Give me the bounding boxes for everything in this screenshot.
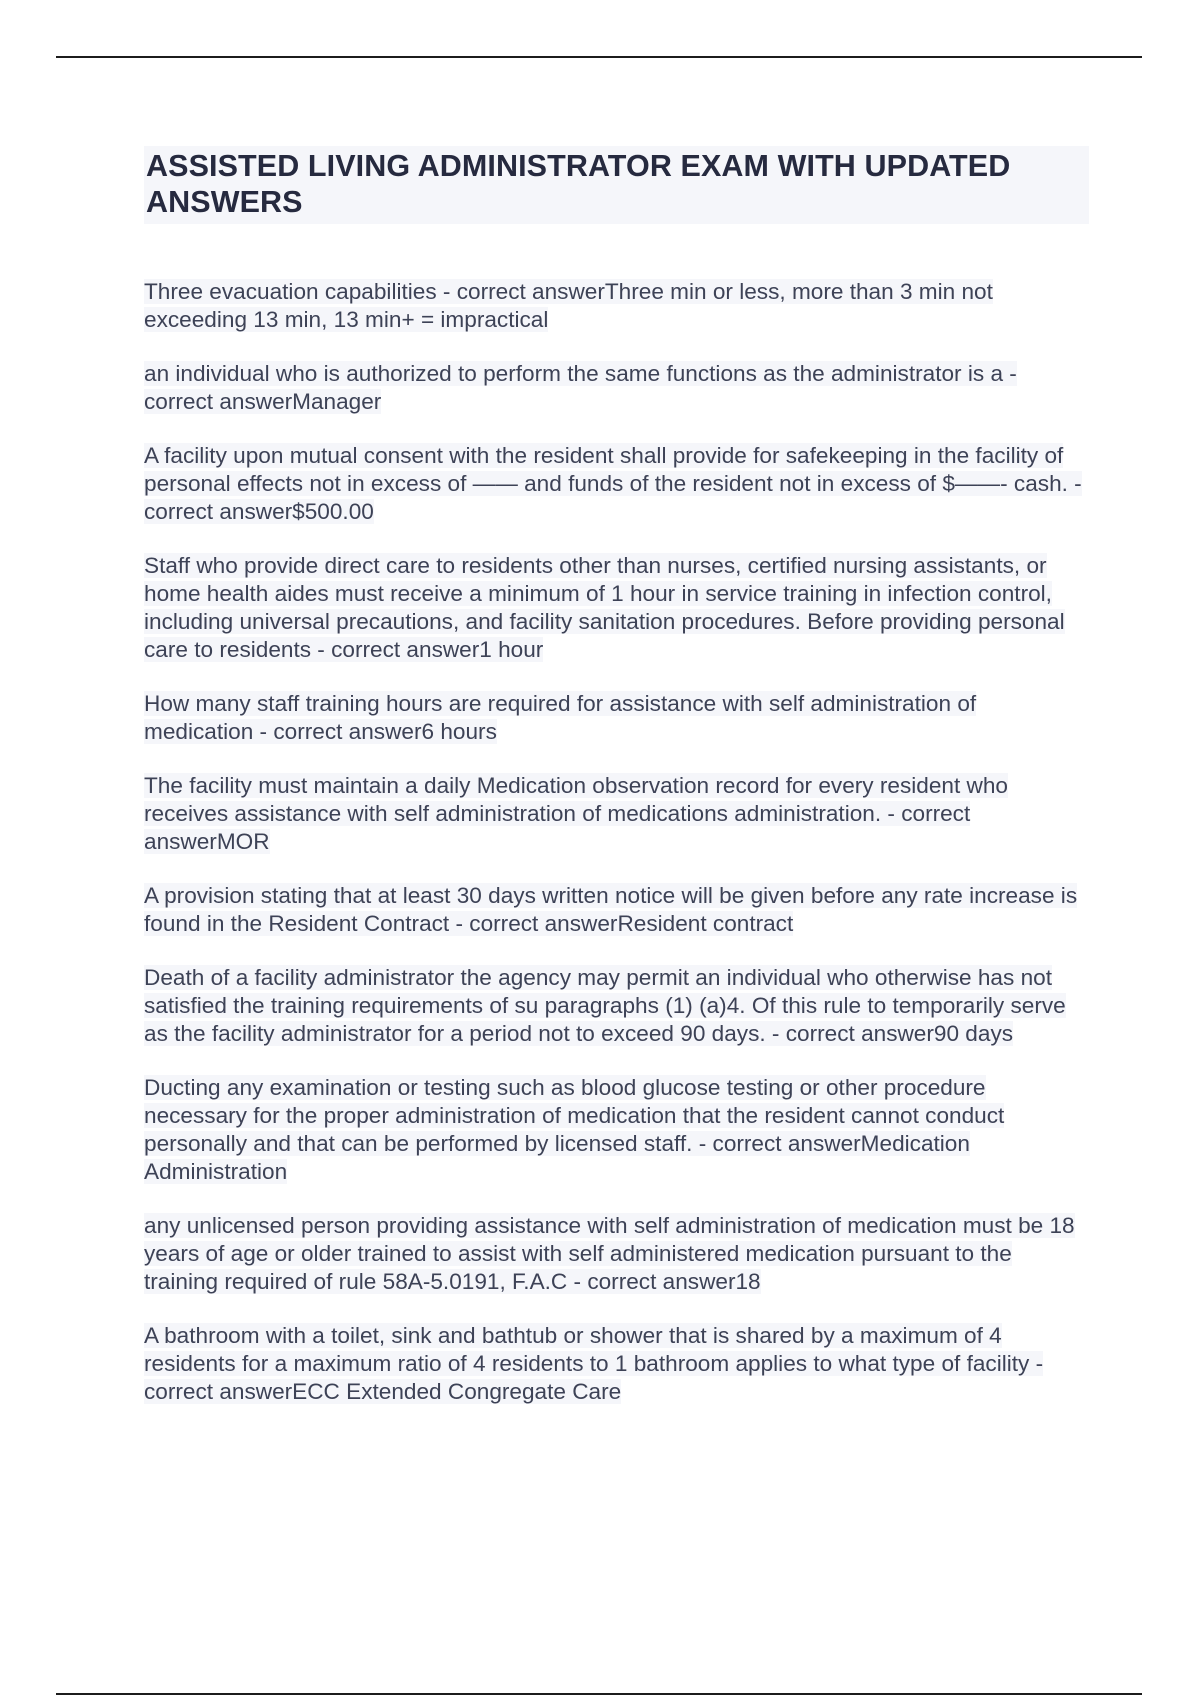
qa-text: How many staff training hours are required for assistance with self administration of medication - correct answer6 hours xyxy=(144,691,977,744)
qa-item xyxy=(144,278,1089,334)
qa-text: Ducting any examination or testing such as blood glucose testing or other procedure necessary for the proper administration of medication that the resident cannot conduct personally and that can be performed by licensed staff. - correct answerMedication Administration xyxy=(144,1075,1005,1184)
header-rule xyxy=(56,56,1142,58)
qa-text: an individual who is authorized to perform the same functions as the administrator is a - correct answerManager xyxy=(144,361,1017,414)
qa-item xyxy=(144,1322,1089,1406)
document-body xyxy=(144,146,1089,1432)
title-block xyxy=(144,146,1089,224)
qa-item xyxy=(144,964,1089,1048)
qa-text: A facility upon mutual consent with the resident shall provide for safekeeping in the facility of personal effects not in excess of —— and funds of the resident not in excess of $——- cash. - correct answer$500.00 xyxy=(144,443,1082,524)
qa-text: The facility must maintain a daily Medication observation record for every resident who receives assistance with self administration of medications administration. - correct answerMOR xyxy=(144,773,1008,854)
qa-item xyxy=(144,442,1089,526)
qa-item xyxy=(144,882,1089,938)
qa-text: A provision stating that at least 30 days written notice will be given before any rate increase is found in the Resident Contract - correct answerResident contract xyxy=(144,883,1078,936)
qa-text: Death of a facility administrator the agency may permit an individual who otherwise has not satisfied the training requirements of su paragraphs (1) (a)4. Of this rule to temporarily serve as the facility administrator for a period not to exceed 90 days. - correct answer90 days xyxy=(144,965,1066,1046)
qa-text: Staff who provide direct care to residents other than nurses, certified nursing assistants, or home health aides must receive a minimum of 1 hour in service training in infection control, including universal precautions, and facility sanitation procedures. Before providing personal care to residents - correct answer1 hour xyxy=(144,553,1065,662)
qa-text: any unlicensed person providing assistance with self administration of medication must be 18 years of age or older trained to assist with self administered medication pursuant to the training required of rule 58A-5.0191, F.A.C - correct answer18 xyxy=(144,1213,1075,1294)
qa-item xyxy=(144,772,1089,856)
qa-text: A bathroom with a toilet, sink and bathtub or shower that is shared by a maximum of 4 residents for a maximum ratio of 4 residents to 1 bathroom applies to what type of facility - correct answerECC Extended Congregate Care xyxy=(144,1323,1044,1404)
qa-item xyxy=(144,690,1089,746)
question-answer-list xyxy=(144,278,1089,1406)
footer-rule xyxy=(56,1693,1142,1695)
qa-item xyxy=(144,360,1089,416)
qa-text: Three evacuation capabilities - correct answerThree min or less, more than 3 min not exceeding 13 min, 13 min+ = impractical xyxy=(144,279,993,332)
qa-item xyxy=(144,1212,1089,1296)
document-title: ASSISTED LIVING ADMINISTRATOR EXAM WITH UPDATED ANSWERS xyxy=(146,149,1011,219)
qa-item xyxy=(144,552,1089,664)
qa-item xyxy=(144,1074,1089,1186)
